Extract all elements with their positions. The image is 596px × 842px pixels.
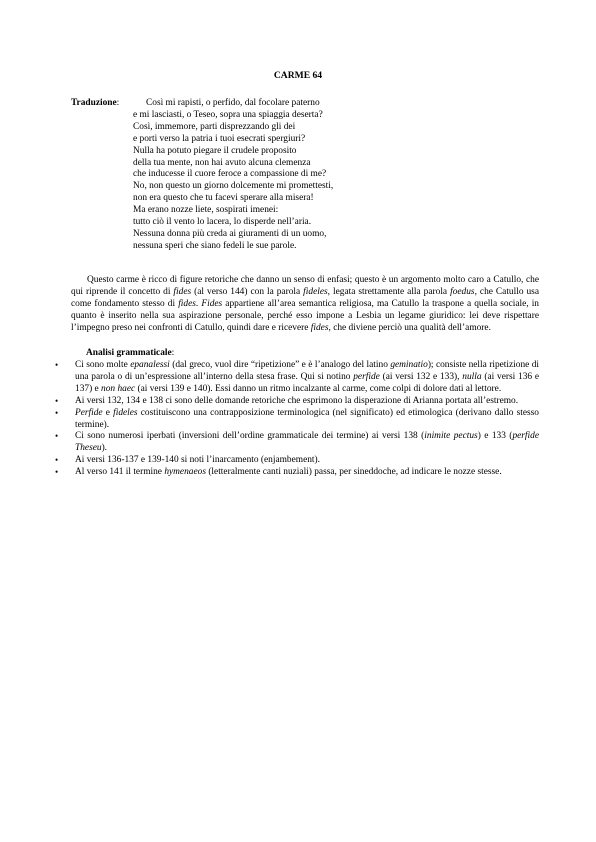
commentary-paragraph xyxy=(71,275,539,335)
analysis-list xyxy=(50,360,539,479)
verse-line: No, non questo un giorno dolcemente mi promettesti, xyxy=(133,181,334,192)
bullet-icon: • xyxy=(55,431,59,442)
item-italic: non haec xyxy=(101,383,136,394)
item-italic: hymenaeos xyxy=(164,467,206,478)
paragraph-text: appartiene all’area semantica religiosa, ma Catullo la traspone a quella sociale, in quanto è inserito nella sua aspirazione personale, perché esso impone a Lesbia un legame giuridico: lei deve rispettare l’impegno preso nei confronti di Catullo, quindi dare e ricevere xyxy=(71,298,539,333)
item-italic: inimite pectus xyxy=(424,431,478,442)
paragraph-italic: fides xyxy=(310,322,329,333)
verse-line: tutto ciò il vento lo lacera, lo disperde nell’aria. xyxy=(133,217,312,228)
traduzione-label xyxy=(71,98,122,110)
item-text: Ci sono molte xyxy=(75,360,131,370)
item-text: ) e 133 ( xyxy=(477,431,513,442)
analisi-heading xyxy=(86,348,174,360)
paragraph-text: (al verso 144) con la parola xyxy=(191,286,304,297)
paragraph-text: Questo carme è ricco di figure retoriche che danno un senso di enfasi; questo è un argomento molto caro a Catullo, che qui riprende il concetto di xyxy=(71,275,539,297)
item-italic: epanalessi xyxy=(130,360,170,370)
item-text: (ai versi 136 e 137) e xyxy=(75,371,539,394)
item-text: Ai versi 136-137 e 139-140 si noti l’inarcamento (enjambement). xyxy=(75,455,320,466)
item-text: (ai versi 139 e 140). Essi danno un ritmo incalzante al carme, come colpi di dolore dati al lettore. xyxy=(135,383,502,394)
item-text: (dal greco, vuol dire “ripetizione” e è l’analogo del latino xyxy=(169,360,391,370)
page-title: CARME 64 xyxy=(273,70,323,81)
verse-line: e porti verso la patria i tuoi esecrati spergiuri? xyxy=(133,133,306,144)
analysis-item xyxy=(50,396,539,408)
item-text: ). xyxy=(101,443,108,454)
paragraph-text: , che Catullo usa come fondamento stesso di xyxy=(71,286,539,309)
item-italic: nulla xyxy=(462,371,482,382)
item-text: Ci sono numerosi iperbati (inversioni dell’ordine grammaticale dei termine) ai versi 138 ( xyxy=(75,431,425,442)
verse-line: e mi lasciasti, o Teseo, sopra una spiaggia deserta? xyxy=(133,110,323,120)
item-italic: fideles xyxy=(113,407,138,418)
item-italic: perfide Theseu xyxy=(75,431,539,454)
verse-list xyxy=(133,110,333,253)
bullet-icon: • xyxy=(55,407,59,418)
paragraph-italic: fides xyxy=(178,298,196,309)
paragraph-italic: fides xyxy=(173,286,192,297)
paragraph-text: . xyxy=(195,298,202,309)
verse-line: Così, immemore, parti disprezzando gli dei xyxy=(133,121,296,132)
item-italic: Perfide xyxy=(75,407,103,418)
traduzione-colon: : xyxy=(116,98,122,108)
paragraph-italic: Fides xyxy=(201,298,223,309)
analisi-label: Analisi grammaticale xyxy=(86,348,172,358)
bullet-icon: • xyxy=(55,455,59,466)
analysis-item xyxy=(50,408,539,432)
paragraph-italic: foedus xyxy=(450,286,475,297)
verse-line: nessuna speri che siano fedeli le sue parole. xyxy=(133,240,297,251)
paragraph-italic: fideles xyxy=(303,286,328,297)
item-italic: geminatio xyxy=(390,360,428,370)
verse-line: che inducesse il cuore feroce a compassione di me? xyxy=(133,169,327,180)
item-text: (ai versi 132 e 133), xyxy=(379,371,463,382)
item-text: Al verso 141 il termine xyxy=(75,467,165,478)
verse-line: Così mi rapisti, o perfido, dal focolare paterno xyxy=(146,98,320,108)
paragraph-text: , che diviene perciò una qualità dell’amore. xyxy=(328,322,491,333)
item-text: costituiscono una contrapposizione terminologica (nel significato) ed etimologica (derivano dallo stesso termine). xyxy=(75,407,539,430)
bullet-icon: • xyxy=(55,395,59,406)
analysis-item xyxy=(50,455,539,467)
traduzione-label-text: Traduzione xyxy=(71,98,117,108)
verse-line: Nessuna donna più creda ai giuramenti di un uomo, xyxy=(133,228,327,239)
item-text: e xyxy=(102,407,114,418)
bullet-icon: • xyxy=(55,467,59,478)
paragraph-text: , legata strettamente alla parola xyxy=(327,286,451,297)
analysis-item xyxy=(50,360,539,396)
item-text: (letteralmente canti nuziali) passa, per sineddoche, ad indicare le nozze stesse. xyxy=(205,467,502,478)
bullet-icon: • xyxy=(55,360,59,370)
item-italic: perfide xyxy=(353,371,380,382)
verse-line: Nulla ha potuto piegare il crudele proposito xyxy=(133,145,297,156)
item-text: Ai versi 132, 134 e 138 ci sono delle domande retoriche che esprimono la disperazione di Arianna portata all’estremo. xyxy=(75,395,519,406)
item-text: ); consiste nella ripetizione di una parola o di un’espressione all’interno della stesa frase. Qui si notino xyxy=(75,360,540,382)
verse-line: non era questo che tu facevi sperare alla misera! xyxy=(133,193,314,204)
analysis-item xyxy=(50,431,539,455)
verse-line: della tua mente, non hai avuto alcuna clemenza xyxy=(133,157,311,168)
verse-line: Ma erano nozze liete, sospirati imenei: xyxy=(133,205,279,216)
analysis-item xyxy=(50,467,539,479)
analisi-colon: : xyxy=(171,348,175,358)
